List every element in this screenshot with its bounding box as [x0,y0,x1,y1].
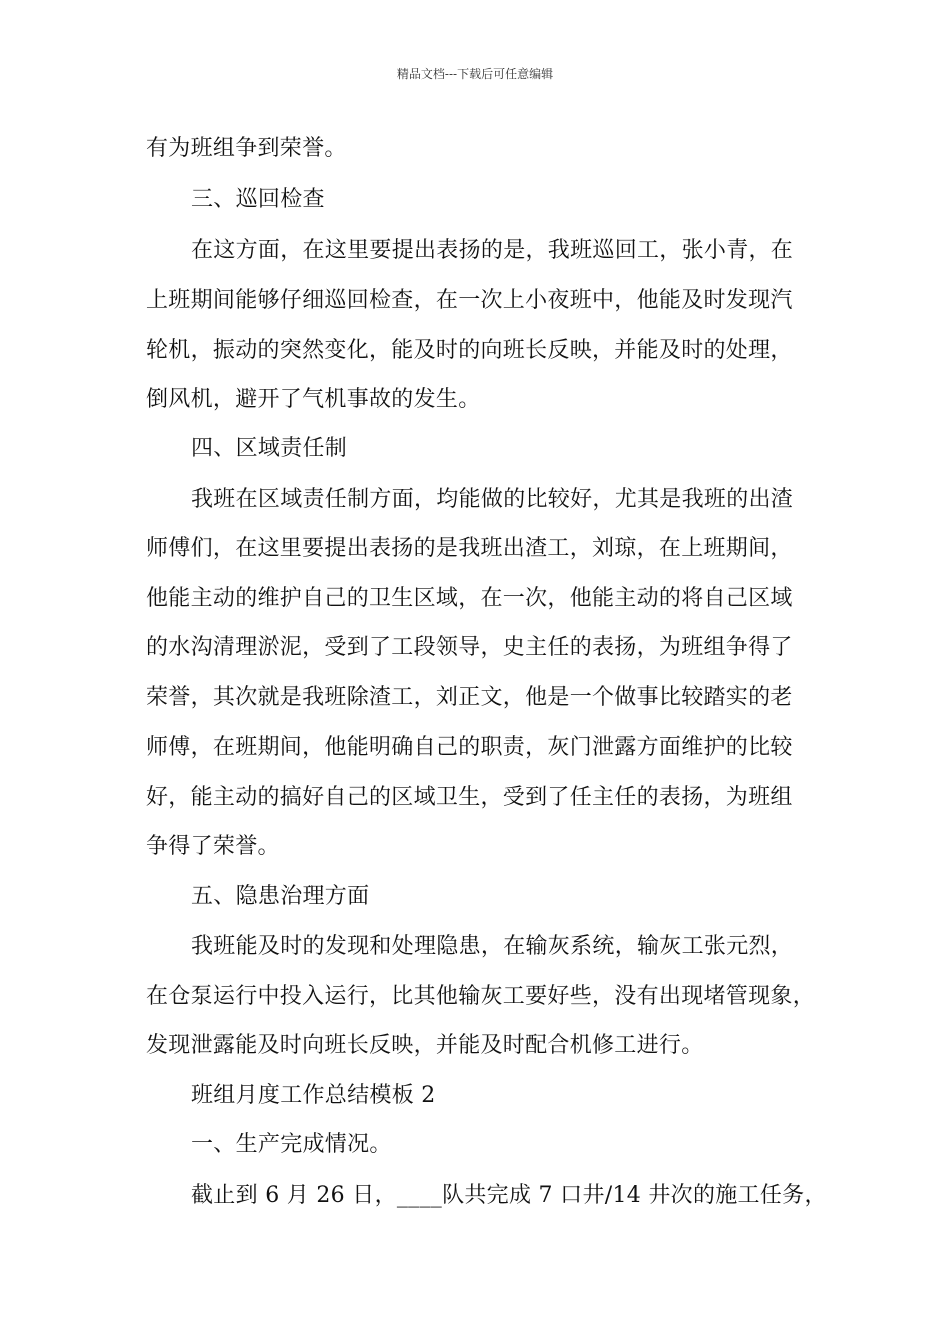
paragraph-line: 轮机，振动的突然变化，能及时的向班长反映，并能及时的处理， [146,338,793,363]
paragraph-line: 发现泄露能及时向班长反映，并能及时配合机修工进行。 [146,1033,704,1058]
paragraph-line: 倒风机，避开了气机事故的发生。 [146,387,481,412]
paragraph-line: 好，能主动的搞好自己的区域卫生，受到了任主任的表扬，为班组 [146,785,793,810]
section-heading: 五、隐患治理方面 [191,884,370,909]
paragraph-line: 我班能及时的发现和处理隐患，在输灰系统，输灰工张元烈， [191,934,794,959]
section-heading: 一、生产完成情况。 [191,1132,392,1157]
paragraph-line: 在仓泵运行中投入运行，比其他输灰工要好些，没有出现堵管现象， [146,984,816,1009]
section-heading: 四、区域责任制 [191,436,348,461]
paragraph-line: 在这方面，在这里要提出表扬的是，我班巡回工，张小青，在 [191,238,794,263]
paragraph-line: 师傅，在班期间，他能明确自己的职责，灰门泄露方面维护的比较 [146,735,793,760]
paragraph-line: 荣誉，其次就是我班除渣工，刘正文，他是一个做事比较踏实的老 [146,685,793,710]
page-header: 精品文档---下载后可任意编辑 [396,67,554,81]
paragraph-line: 有为班组争到荣誉。 [146,136,347,161]
paragraph-line: 他能主动的维护自己的卫生区域，在一次，他能主动的将自己区域 [146,586,793,611]
paragraph-line: 我班在区域责任制方面，均能做的比较好，尤其是我班的出渣 [191,487,794,512]
paragraph-line: 争得了荣誉。 [146,834,280,859]
paragraph-line: 截止到 6 月 26 日，____队共完成 7 口井/14 井次的施工任务， [191,1183,827,1208]
paragraph-line: 师傅们，在这里要提出表扬的是我班出渣工，刘琼，在上班期间， [146,536,793,561]
paragraph-line: 上班期间能够仔细巡回检查，在一次上小夜班中，他能及时发现汽 [146,288,793,313]
section-heading: 班组月度工作总结模板 2 [191,1083,436,1108]
paragraph-line: 的水沟清理淤泥，受到了工段领导，史主任的表扬，为班组争得了 [146,635,793,660]
section-heading: 三、巡回检查 [191,187,325,212]
